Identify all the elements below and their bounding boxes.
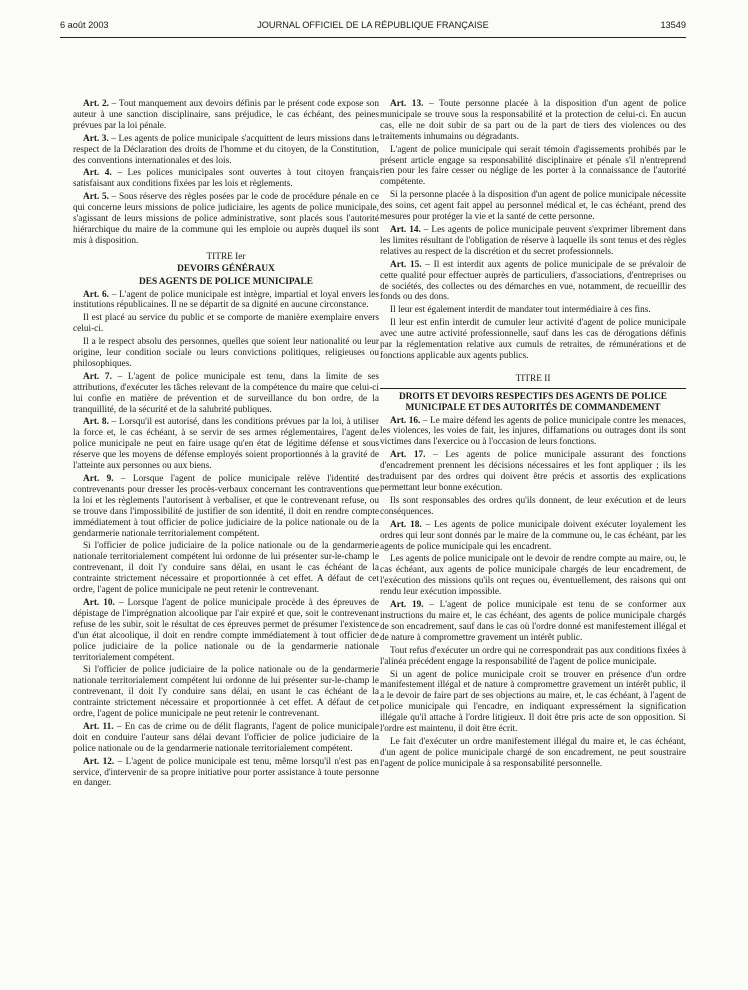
article-paragraph [380, 416, 686, 449]
body-paragraph: Il est placé au service du public et se comporte de manière exemplaire envers celui-ci. [73, 313, 379, 335]
article-label: Art. 5. [83, 192, 109, 203]
body-paragraph: Ils sont responsables des ordres qu'ils donnent, de leur exécution et de leurs conséquences. [380, 495, 686, 517]
article-label: Art. 8. [83, 417, 109, 428]
article-paragraph [73, 99, 379, 132]
article-text: – Les agents de police municipale s'acquittent de leurs missions dans le respect de la Déclaration des droits de l'homme et du citoyen, de la Constitution, des conventions internationales et des lois. [73, 133, 379, 166]
section-rule [380, 388, 686, 389]
left-column [73, 99, 379, 791]
body-paragraph: Il leur est également interdit de mandater tout intermédiaire à ces fins. [390, 305, 651, 316]
page-header [60, 20, 686, 36]
section-subtitle: DROITS ET DEVOIRS RESPECTIFS DES AGENTS DE POLICE MUNICIPALE ET DES AUTORITÉS DE COMMANDEMENT [398, 391, 668, 413]
article-text: – Lorsqu'il est autorisé, dans les conditions prévues par la loi, à utiliser la force et, le cas échéant, à se servir de ses armes réglementaires, l'agent de police municipale ne peut en faire usage qu'en état de légitime défense et sous réserve que les moyens de défense employés soient proportionnés à la gravité de l'atteinte aux personnes ou aux biens. [73, 417, 379, 472]
article-label: Art. 18. [390, 519, 422, 530]
article-paragraph [73, 417, 379, 472]
body-paragraph: Si un agent de police municipale croit se trouver en présence d'un ordre manifestement illégal et de nature à compromettre gravement un intérêt public, il a le devoir de faire part de ses objections au maire, et, le cas échéant, à l'agent de police municipale qui l'encadre, en indiquant expressément la signification illégale qu'il attache à l'ordre litigieux. Il doit être pris acte de son opposition. Si l'ordre est maintenu, il doit être écrit. [380, 669, 686, 735]
article-text: – Il est interdit aux agents de police municipale de se prévaloir de cette qualité pour effectuer auprès de particuliers, d'associations, d'entreprises ou de sociétés, des collectes ou des démarches en vue, notamment, de recueillir des fonds ou des dons. [380, 259, 686, 303]
section-subtitle: DEVOIRS GÉNÉRAUX [177, 263, 275, 274]
article-label: Art. 19. [390, 600, 424, 611]
article-paragraph [73, 290, 379, 312]
article-text: – Tout manquement aux devoirs définis par le présent code expose son auteur à une sanction disciplinaire, sans préjudice, le cas échéant, des peines prévues par la loi pénale. [73, 99, 379, 131]
section-subtitle: DES AGENTS DE POLICE MUNICIPALE [139, 276, 313, 287]
article-text: – L'agent de police municipale est tenu, même lorsqu'il n'est pas en service, d'intervenir de sa propre initiative pour porter assistance à toute personne en danger. [73, 756, 379, 789]
body-paragraph: L'agent de police municipale qui serait témoin d'agissements prohibés par le présent article engage sa responsabilité disciplinaire et pénale s'il n'entreprend rien pour les faire cesser ou néglige de les porter à la connaissance de l'autorité compétente. [380, 144, 686, 188]
article-paragraph [73, 192, 379, 247]
article-label: Art. 16. [390, 415, 421, 426]
article-text: – Les agents de police municipale peuvent s'exprimer librement dans les limites résultant de l'obligation de réserve à laquelle ils sont tenus et des règles relatives au respect de la discrétion et du secret professionnels. [380, 224, 686, 257]
body-paragraph: Les agents de police municipale ont le devoir de rendre compte au maire, ou, le cas échéant, aux agents de police municipale chargés de leur encadrement, de l'exécution des missions qu'ils ont reçues ou, éventuellement, des raisons qui ont rendu leur exécution impossible. [380, 554, 686, 598]
header-date: 6 août 2003 [60, 20, 109, 30]
article-label: Art. 2. [83, 99, 109, 109]
article-text: – Lorsque l'agent de police municipale relève l'identité des contrevenants pour dresser les procès-verbaux concernant les contraventions que la loi et les règlements l'autorisent à verbaliser, et que le contrevenant refuse, ou se trouve dans l'impossibilité de justifier de son identité, il doit en rendre compte immédiatement à tout officier de police judiciaire de la police nationale ou de la gendarmerie nationale territorialement compétent. [73, 474, 379, 539]
page-number: 13549 [660, 20, 686, 30]
article-paragraph [380, 225, 686, 258]
article-label: Art. 6. [83, 289, 109, 300]
article-label: Art. 15. [390, 259, 422, 270]
article-label: Art. 10. [83, 597, 115, 608]
body-paragraph: Si l'officier de police judiciaire de la police nationale ou de la gendarmerie nationale territorialement compétent lui ordonne de lui présenter sur-le-champ le contrevenant, il doit l'y conduire sans délai, en usant le cas échéant de la contrainte strictement nécessaire et proportionnée à cet effet. A défaut de cet ordre, l'agent de police municipale ne peut retenir le contrevenant. [73, 541, 379, 596]
header-rule [60, 37, 686, 38]
article-text: – Les agents de police municipale doivent exécuter loyalement les ordres qui leur sont donnés par le maire de la commune ou, le cas échéant, par les agents de police municipale qui les encadrent. [380, 519, 686, 552]
body-paragraph: Il a le respect absolu des personnes, quelles que soient leur nationalité ou leur origine, leur condition sociale ou leurs convictions politiques, religieuses ou philosophiques. [73, 337, 379, 369]
article-text: – En cas de crime ou de délit flagrants, l'agent de police municipale doit en conduire l'auteur sans délai devant l'officier de police judiciaire de la police nationale ou de la gendarmerie nationale territorialement compétent. [73, 721, 379, 754]
body-paragraph: Tout refus d'exécuter un ordre qui ne correspondrait pas aux conditions fixées à l'alinéa précédent engage la responsabilité de l'agent de police municipale. [380, 645, 686, 667]
article-paragraph [73, 757, 379, 790]
body-paragraph: Il leur est enfin interdit de cumuler leur activité d'agent de police municipale avec une autre activité professionnelle, sauf dans les cas de dérogations définis par la réglementation relative aux cumuls de retraites, de rémunérations et de fonctions applicable aux agents publics. [380, 318, 686, 361]
article-paragraph [380, 520, 686, 553]
article-label: Art. 14. [390, 224, 421, 235]
right-column [380, 99, 686, 772]
body-paragraph: Si la personne placée à la disposition d'un agent de police municipale nécessite des soins, cet agent fait appel au personnel médical et, le cas échéant, prend des mesures pour protéger la vie et la santé de cette personne. [380, 190, 686, 223]
article-text: – L'agent de police municipale est tenu de se conformer aux instructions du maire et, le cas échéant, des agents de police municipale chargés de son encadrement, sauf dans le cas où l'ordre donné est manifestement illégal et de nature à compromettre gravement un intérêt public. [380, 600, 686, 643]
article-text: – L'agent de police municipale est tenu, dans la limite de ses attributions, d'exécuter les tâches relevant de la compétence du maire que celui-ci lui confie en matière de prévention et de surveillance du bon ordre, de la tranquillité, de la sécurité et de la salubrité publiques. [73, 371, 380, 415]
article-label: Art. 7. [83, 371, 112, 382]
article-text: – Toute personne placée à la disposition d'un agent de police municipale se trouve sous la responsabilité et la protection de celui-ci. En aucun cas, elle ne doit subir de sa part ou de la part de tiers des violences ou des traitements inhumains ou dégradants. [380, 99, 686, 142]
article-label: Art. 11. [83, 721, 114, 732]
article-text: – L'agent de police municipale est intègre, impartial et loyal envers les institutions républicaines. Il ne se départit de sa dignité en aucune circonstance. [73, 289, 379, 311]
article-paragraph [73, 598, 379, 663]
article-paragraph [380, 99, 686, 143]
article-label: Art. 4. [83, 168, 112, 179]
header-title: JOURNAL OFFICIEL DE LA RÉPUBLIQUE FRANÇAISE [257, 20, 489, 30]
article-label: Art. 9. [83, 474, 114, 484]
article-paragraph [380, 260, 686, 304]
article-paragraph [73, 474, 379, 539]
article-text: – Les polices municipales sont ouvertes à tout citoyen français satisfaisant aux conditions fixées par les lois et règlements. [73, 168, 380, 190]
article-paragraph [380, 450, 686, 494]
article-paragraph [73, 134, 379, 167]
article-text: – Sous réserve des règles posées par le code de procédure pénale en ce qui concerne leurs missions de police judiciaire, les agents de police municipale, s'agissant de leurs missions de police administrative, sont placés sous l'autorité hiérarchique du maire de la commune qui les emploie ou auprès duquel ils sont mis à disposition. [73, 192, 380, 246]
article-label: Art. 3. [83, 133, 109, 144]
article-paragraph [380, 600, 686, 644]
article-paragraph [73, 168, 379, 190]
article-label: Art. 17. [390, 450, 426, 461]
article-text: – Le maire défend les agents de police municipale contre les menaces, les violences, les voies de fait, les injures, diffamations ou outrages dont ils sont victimes dans l'exercice ou à l'occasion de leurs fonctions. [380, 415, 686, 448]
body-paragraph: Le fait d'exécuter un ordre manifestement illégal du maire et, le cas échéant, d'un agent de police municipale chargé de son encadrement, ne peut soustraire l'agent de police municipale à sa responsabilité personnelle. [380, 736, 686, 769]
article-paragraph [73, 722, 379, 755]
article-text: – Les agents de police municipale assurant des fonctions d'encadrement prennent les décisions nécessaires et les font appliquer ; ils les traduisent par des ordres qui doivent être précis et assortis des explications permettant leur bonne exécution. [380, 450, 686, 493]
section-title: TITRE II [515, 373, 551, 384]
article-text: – Lorsque l'agent de police municipale procède à des épreuves de dépistage de l'imprégnation alcoolique par l'air expiré et que, soit le contrevenant refuse de les subir, soit le résultat de ces épreuves permet de présumer l'existence d'un état alcoolique, il doit en rendre compte immédiatement à tout officier de police judiciaire de la police nationale ou de la gendarmerie nationale territorialement compétent. [73, 597, 379, 663]
article-label: Art. 12. [83, 756, 115, 767]
body-paragraph: Si l'officier de police judiciaire de la police nationale ou de la gendarmerie nationale territorialement compétent lui ordonne de lui présenter sur-le-champ le contrevenant, il doit l'y conduire sans délai, en usant le cas échéant de la contrainte strictement nécessaire et proportionnée à cet effet. A défaut de cet ordre, l'agent de police municipale ne peut retenir le contrevenant. [73, 665, 379, 720]
section-title: TITRE Ier [206, 251, 246, 262]
article-label: Art. 13. [390, 99, 424, 109]
article-paragraph [73, 372, 379, 416]
